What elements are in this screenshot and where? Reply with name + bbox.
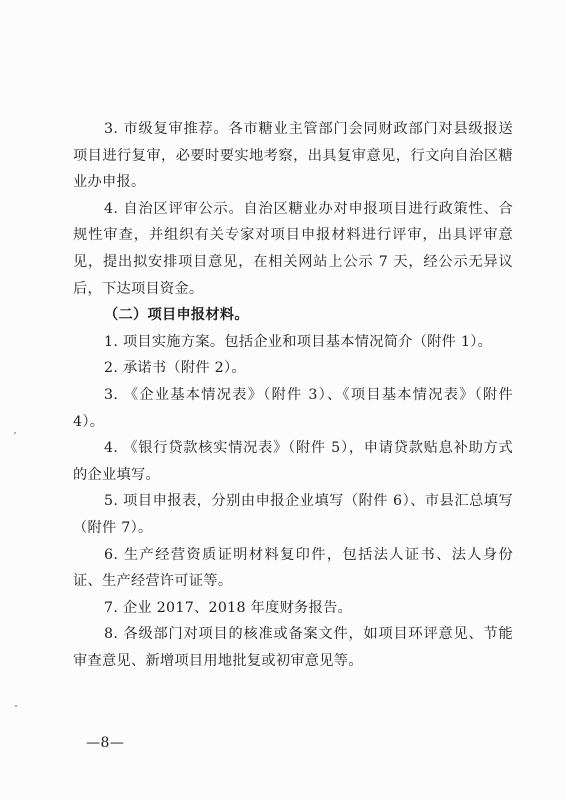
paragraph-regional-review: 4. 自治区评审公示。自治区糖业办对申报项目进行政策性、合规性审查，并组织有关专家对项目申报材料进行评审，出具评审意见，提出拟安排项目意见，在相关网站上公示 7 天，经公示无异议后，下达项目资金。 — [73, 200, 513, 297]
list-item: 3. 《企业基本情况表》（附件 3）、《项目基本情况表》（附件 4）。 — [73, 386, 513, 430]
scan-speck — [14, 432, 16, 434]
document-body — [73, 116, 513, 674]
page-number: —8— — [86, 735, 125, 751]
list-item: 4. 《银行贷款核实情况表》（附件 5），申请贷款贴息补助方式的企业填写。 — [73, 440, 513, 483]
list-item: 7. 企业 2017、2018 年度财务报告。 — [104, 599, 353, 616]
scan-speck — [15, 705, 17, 707]
section-heading-materials: （二）项目申报材料。 — [104, 307, 249, 324]
list-item: 6. 生产经营资质证明材料复印件，包括法人证书、法人身份证、生产经营许可证等。 — [73, 546, 513, 590]
paragraph-municipal-review: 3. 市级复审推荐。各市糖业主管部门会同财政部门对县级报送项目进行复审，必要时要实地考察，出具复审意见，行文向自治区糖业办申报。 — [73, 121, 513, 191]
list-item: 1. 项目实施方案。包括企业和项目基本情况简介（附件 1）。 — [104, 333, 493, 350]
list-item: 5. 项目申报表，分别由申报企业填写（附件 6）、市县汇总填写（附件 7）。 — [73, 493, 513, 536]
list-item: 8. 各级部门对项目的核准或备案文件，如项目环评意见、节能审查意见、新增项目用地批复或初审意见等。 — [73, 626, 513, 669]
list-item: 2. 承诺书（附件 2）。 — [104, 360, 246, 377]
